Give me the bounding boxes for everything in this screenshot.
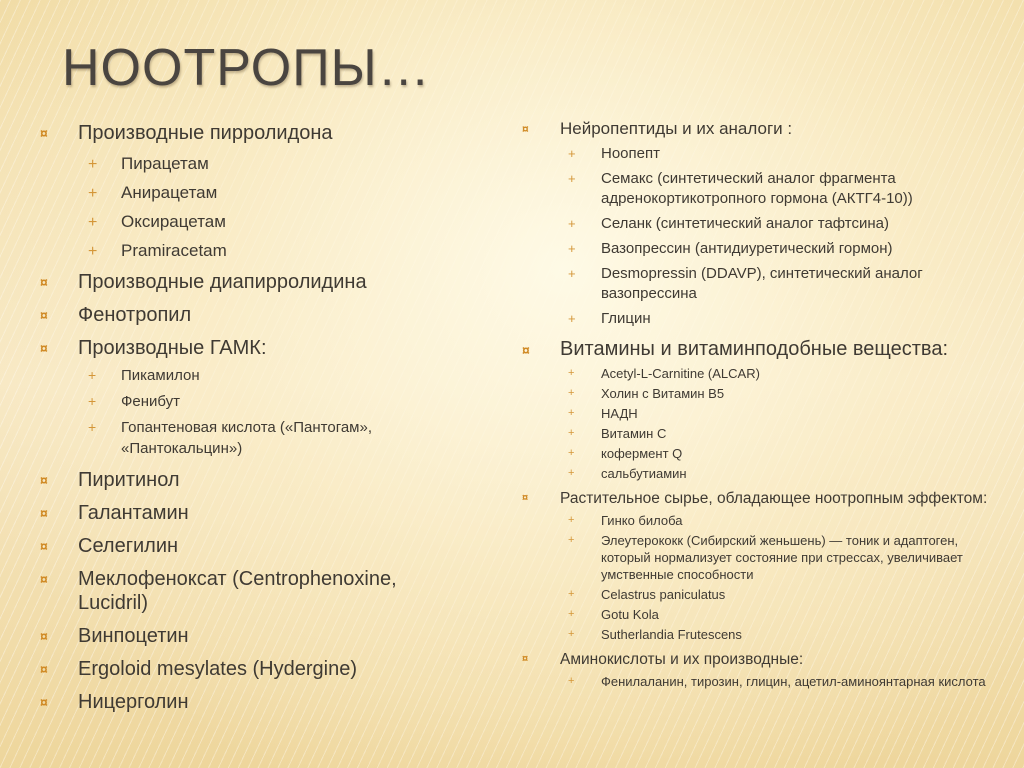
item-label: Винпоцетин [78,625,189,647]
x-bullet-icon: ¤ [40,340,48,356]
sub-item-label: Gotu Kola [601,607,659,622]
item-label: Галантамин [78,502,189,524]
sub-item-label: Витамин С [601,426,667,441]
left-column [40,112,470,714]
plus-bullet-icon: + [568,534,575,546]
x-bullet-icon: ¤ [40,661,48,677]
left-list [40,121,470,714]
item-label: Меклофеноксат (Centrophenoxine, Lucidril) [78,568,397,614]
sub-item-label: Оксирацетам [121,212,226,231]
sub-item-label: Элеутерококк (Сибирский женьшень) — тоник и адаптоген, который нормализует состояние при стрессах, увеличивает умственные способности [601,533,963,582]
plus-bullet-icon: + [568,311,576,326]
list-item [40,690,470,714]
plus-bullet-icon: + [568,216,576,231]
x-bullet-icon: ¤ [40,125,48,141]
list-item [522,118,992,329]
sub-item-label: Desmopressin (DDAVP), синтетический аналог вазопрессина [601,265,923,302]
x-bullet-icon: ¤ [522,122,529,136]
sub-item-label: Гопантеновая кислота («Пантогам», «Пантокальцин») [121,419,372,457]
x-bullet-icon: ¤ [40,505,48,521]
x-bullet-icon: ¤ [522,342,530,358]
item-label: Аминокислоты и их производные: [560,651,804,668]
plus-bullet-icon: + [568,675,575,687]
sub-item-label: Пикамилон [121,367,200,384]
plus-bullet-icon: + [568,241,576,256]
plus-bullet-icon: + [88,243,98,260]
plus-bullet-icon: + [88,185,98,202]
sub-item-label: Sutherlandia Frutescens [601,627,742,642]
item-label: Производные диапирролидина [78,271,367,293]
plus-bullet-icon: + [568,608,575,620]
list-item [40,270,470,294]
item-label: Растительное сырье, обладающее ноотропным эффектом: [560,490,988,507]
plus-bullet-icon: + [568,514,575,526]
list-item [40,624,470,648]
list-item [40,501,470,525]
x-bullet-icon: ¤ [40,694,48,710]
item-label: Витамины и витаминподобные вещества: [560,338,948,360]
sub-item-label: Фенибут [121,393,181,410]
right-list [522,118,992,690]
list-item [40,336,470,459]
plus-bullet-icon: + [88,156,98,173]
sub-item-label: Ноопепт [601,145,660,162]
list-item [522,489,992,643]
item-label: Нейропептиды и их аналоги : [560,119,793,138]
plus-bullet-icon: + [568,447,575,459]
plus-bullet-icon: + [568,171,576,186]
x-bullet-icon: ¤ [40,628,48,644]
plus-bullet-icon: + [88,367,97,383]
sub-item-label: Анирацетам [121,183,218,202]
item-label: Производные ГАМК: [78,337,267,359]
sub-item-label: Глицин [601,310,651,327]
x-bullet-icon: ¤ [40,538,48,554]
sub-item-label: Фенилаланин, тирозин, глицин, ацетил-аминоянтарная кислота [601,674,986,689]
plus-bullet-icon: + [568,266,576,281]
x-bullet-icon: ¤ [40,571,48,587]
x-bullet-icon: ¤ [522,653,529,665]
sub-item-label: Холин с Витамин B5 [601,386,725,401]
item-label: Ergoloid mesylates (Hydergine) [78,658,358,680]
list-item [40,567,470,615]
sub-item-label: Пирацетам [121,154,209,173]
item-label: Фенотропил [78,304,192,326]
list-item [522,650,992,690]
plus-bullet-icon: + [568,367,575,379]
plus-bullet-icon: + [568,427,575,439]
item-label: Производные пирролидона [78,122,333,144]
list-item [40,534,470,558]
slide-title: НООТРОПЫ… [62,39,431,97]
plus-bullet-icon: + [568,387,575,399]
plus-bullet-icon: + [88,419,97,435]
x-bullet-icon: ¤ [40,307,48,323]
plus-bullet-icon: + [568,146,576,161]
sub-item-label: кофермент Q [601,446,683,461]
sub-item-label: сальбутиамин [601,466,687,481]
list-item [40,468,470,492]
x-bullet-icon: ¤ [522,492,529,504]
x-bullet-icon: ¤ [40,472,48,488]
sub-item-label: Pramiracetam [121,241,227,260]
plus-bullet-icon: + [88,393,97,409]
sub-item-label: Вазопрессин (антидиуретический гормон) [601,240,893,257]
sub-item-label: НАДН [601,406,638,421]
item-label: Ницерголин [78,691,189,713]
plus-bullet-icon: + [568,407,575,419]
plus-bullet-icon: + [568,628,575,640]
x-bullet-icon: ¤ [40,274,48,290]
item-label: Селегилин [78,535,179,557]
sub-item-label: Гинко билоба [601,513,683,528]
plus-bullet-icon: + [568,588,575,600]
sub-item-label: Семакс (синтетический аналог фрагмента адренокортикотропного гормона (АКТГ4-10)) [601,170,913,207]
plus-bullet-icon: + [88,214,98,231]
right-column [522,114,992,690]
list-item [522,337,992,482]
list-item [40,657,470,681]
sub-item-label: Acetyl-L-Carnitine (ALCAR) [601,366,760,381]
list-item [40,303,470,327]
list-item [40,121,470,261]
plus-bullet-icon: + [568,467,575,479]
sub-item-label: Celastrus paniculatus [601,587,726,602]
item-label: Пиритинол [78,469,180,491]
sub-item-label: Селанк (синтетический аналог тафтсина) [601,215,890,232]
